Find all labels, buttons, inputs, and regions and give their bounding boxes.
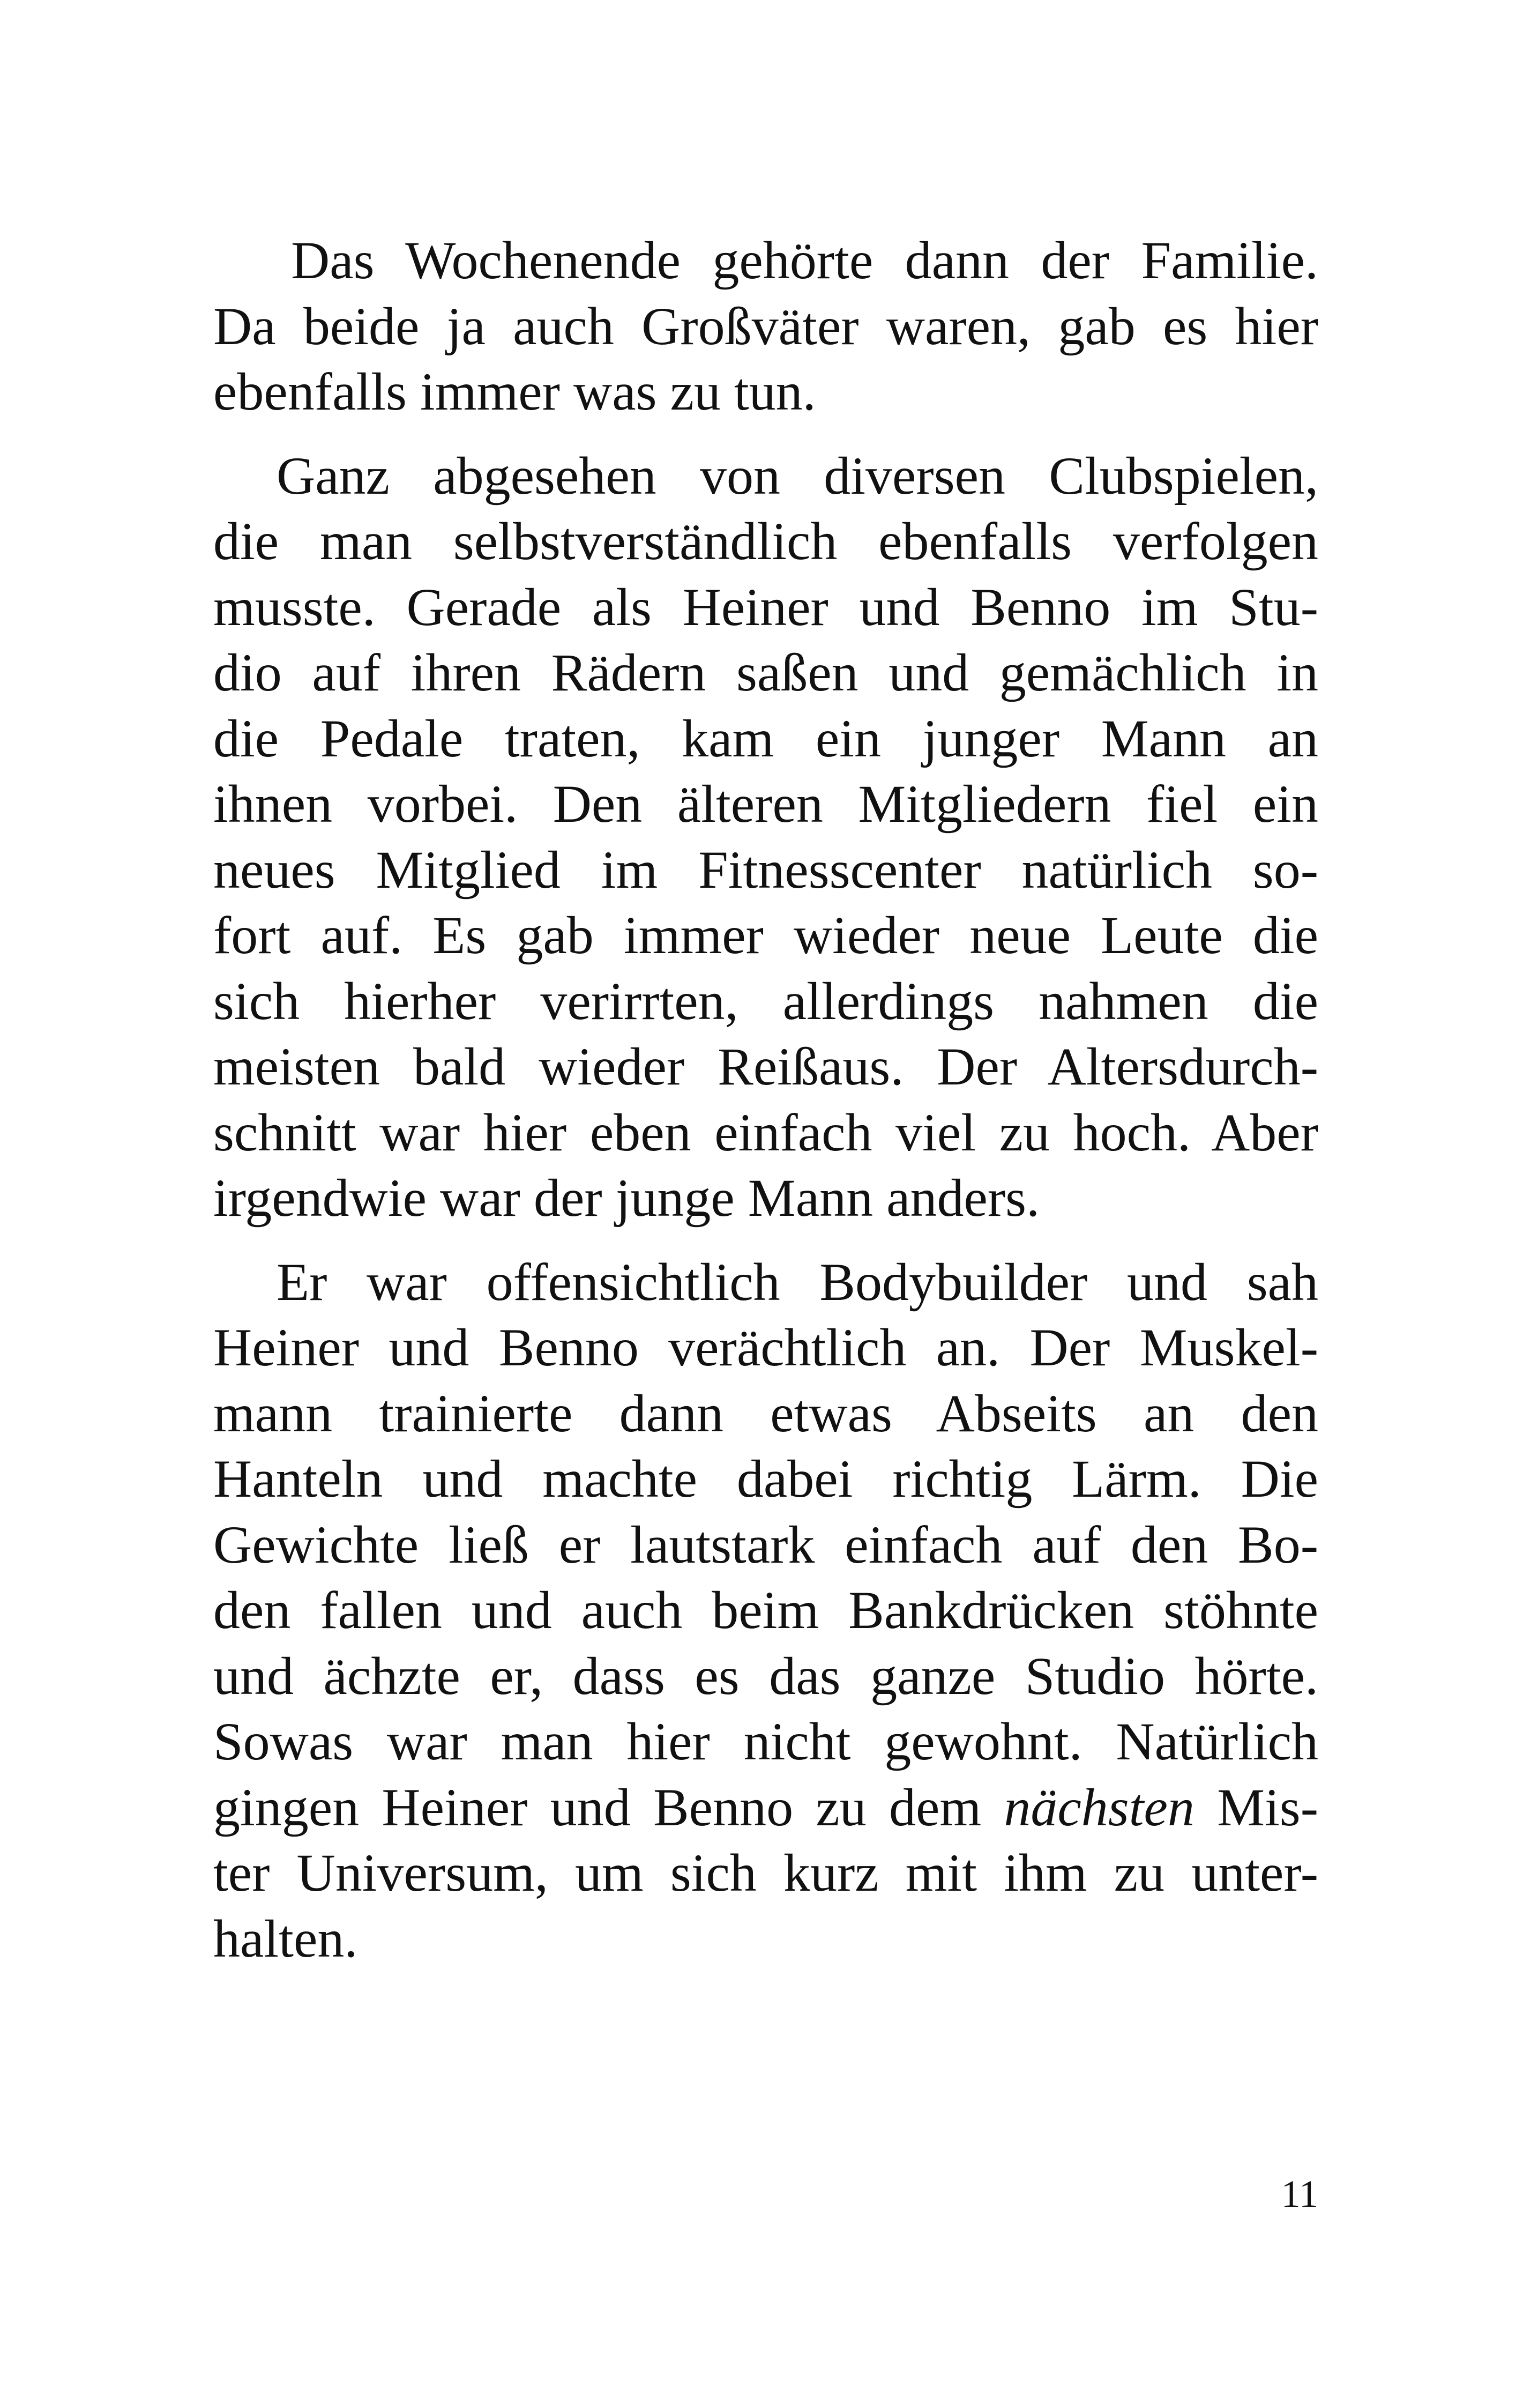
text-line: Das Wochenende gehörte dann der Familie. [291,231,1318,290]
paragraph [213,443,1318,1231]
italic-emphasis: nächsten [1004,1777,1194,1837]
text-line: den fallen und auch beim Bankdrücken stöhnte [213,1580,1318,1640]
text-line: ter Universum, um sich kurz mit ihm zu unter- [213,1843,1318,1902]
text-line: irgendwie war der junge Mann anders. [213,1168,1040,1228]
body-text [213,228,1318,1972]
text-line: dio auf ihren Rädern saßen und gemächlich in [213,643,1318,702]
text-line: Ganz abgesehen von diversen Clubspielen, [277,445,1318,506]
text-line: Heiner und Benno verächtlich an. Der Muskel- [213,1318,1318,1377]
text-line: Sowas war man hier nicht gewohnt. Natürlich [213,1712,1318,1771]
text-line: halten. [213,1908,358,1968]
text-line: Hanteln und machte dabei richtig Lärm. Die [213,1449,1318,1508]
text-line: ihnen vorbei. Den älteren Mitgliedern fiel ein [213,774,1318,834]
text-line: ebenfalls immer was zu tun. [213,362,816,421]
text-line: und ächzte er, dass es das ganze Studio hörte. [213,1646,1318,1706]
text-line: fort auf. Es gab immer wieder neue Leute die [213,905,1318,965]
text-line: Da beide ja auch Großväter waren, gab es hier [213,296,1318,356]
text-line [213,1775,1318,1841]
line-segment: Mis- [1194,1777,1319,1837]
text-line: die man selbstverständlich ebenfalls verfolgen [213,511,1318,571]
text-line: mann trainierte dann etwas Abseits an den [213,1383,1318,1443]
text-line: sich hierher verirrten, allerdings nahmen die [213,971,1318,1031]
text-line: Gewichte ließ er lautstark einfach auf den Bo- [213,1514,1318,1574]
paragraph [213,228,1318,425]
text-line: meisten bald wieder Reißaus. Der Altersdurch- [213,1037,1318,1096]
text-line: Er war offensichtlich Bodybuilder und sah [277,1252,1318,1312]
page-number: 11 [1281,2173,1318,2216]
text-line: die Pedale traten, kam ein junger Mann an [213,708,1318,768]
line-segment: gingen Heiner und Benno zu dem [213,1777,1004,1837]
text-line: musste. Gerade als Heiner und Benno im Stu- [213,577,1318,637]
text-line: neues Mitglied im Fitnesscenter natürlich so- [213,839,1318,900]
text-line: schnitt war hier eben einfach viel zu hoch. Aber [213,1102,1318,1162]
paragraph [213,1250,1318,1972]
